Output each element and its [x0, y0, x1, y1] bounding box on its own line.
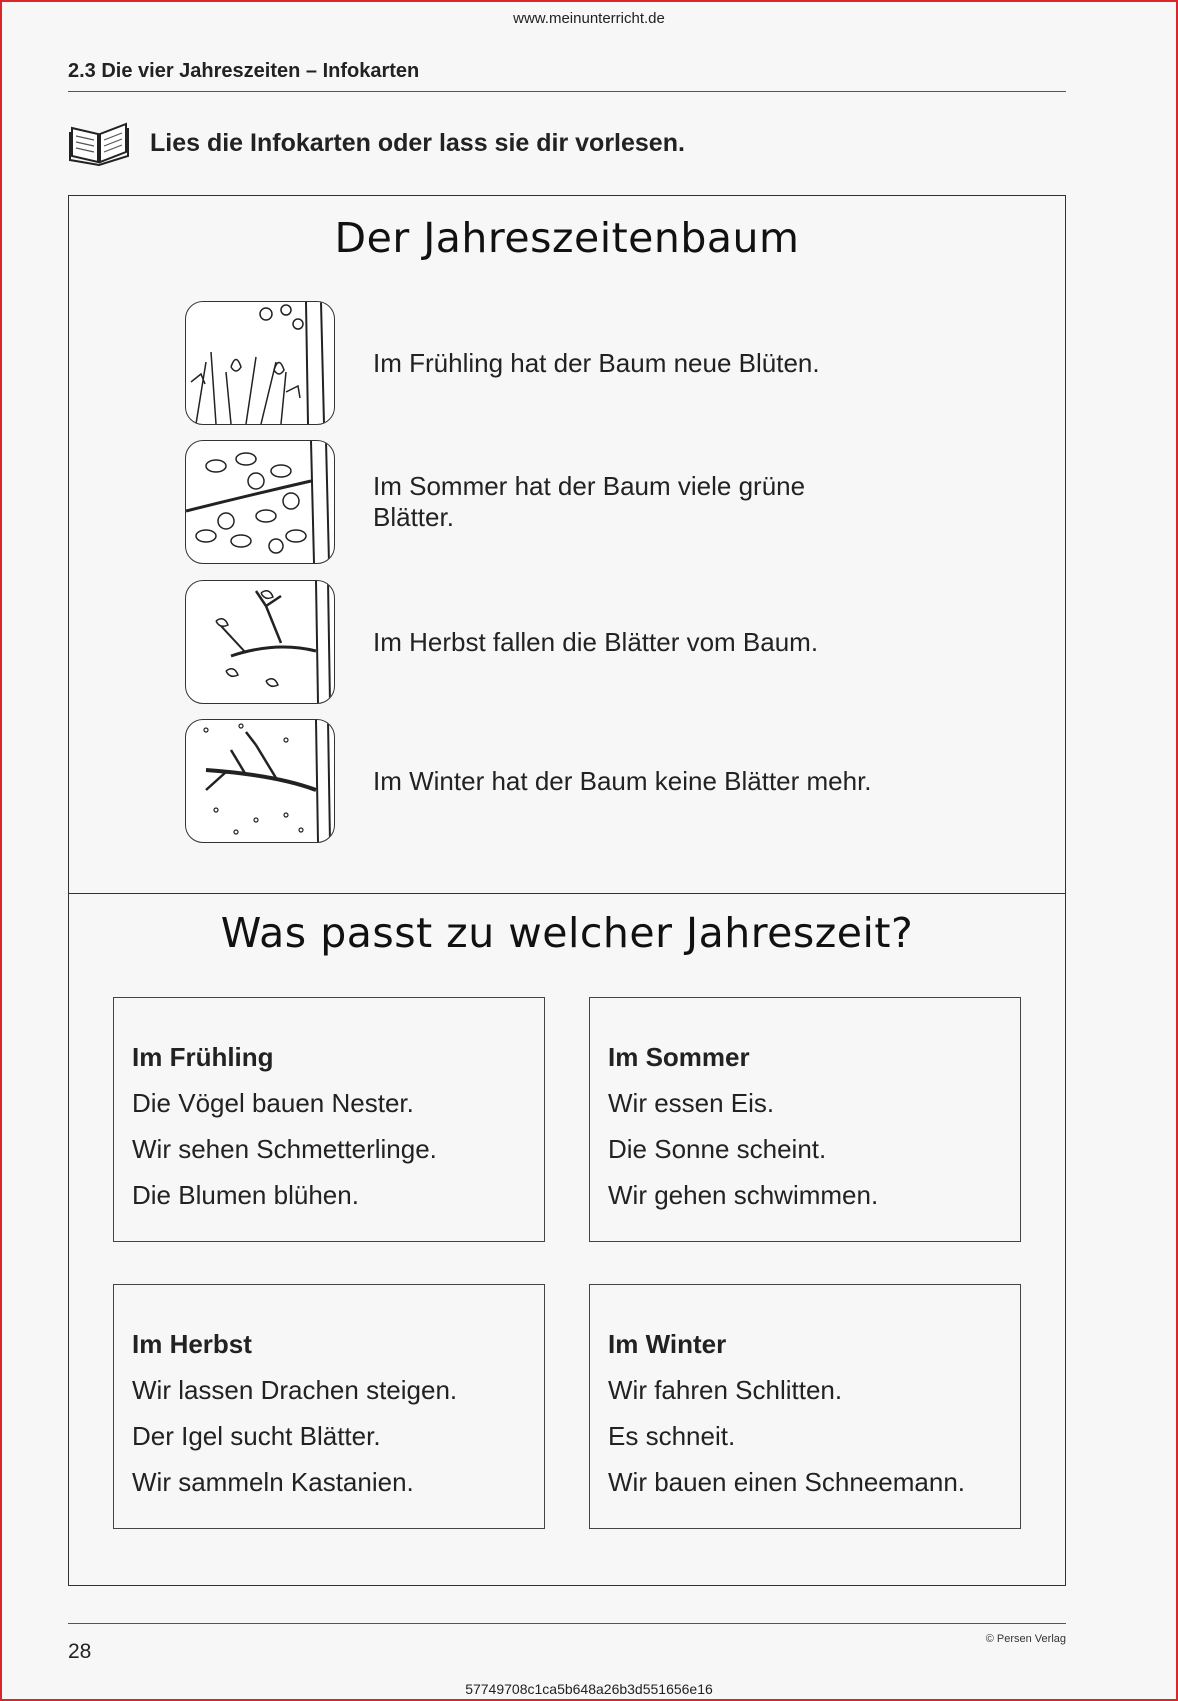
info-box-autumn [113, 1284, 545, 1529]
autumn-tree-icon [185, 580, 335, 704]
site-url: www.meinunterricht.de [513, 10, 665, 27]
info-box-title: Im Herbst [132, 1329, 252, 1359]
card2-title: Was passt zu welcher Jahreszeit? [220, 909, 914, 957]
winter-tree-icon [185, 719, 335, 843]
info-box-line: Es schneit. [608, 1421, 736, 1451]
season-row-autumn [185, 580, 885, 704]
summer-tree-icon [185, 440, 335, 564]
card1-title: Der Jahreszeitenbaum [334, 214, 800, 262]
season-text-summer: Im Sommer hat der Baum viele grüne Blätter. [373, 471, 806, 532]
season-text-autumn: Im Herbst fallen die Blätter vom Baum. [373, 626, 819, 657]
info-box-line: Wir bauen einen Schneemann. [608, 1467, 966, 1497]
season-text-winter: Im Winter hat der Baum keine Blätter mehr. [373, 765, 872, 796]
season-row-winter [185, 719, 885, 843]
info-box-line: Wir gehen schwimmen. [608, 1180, 879, 1210]
instruction-text: Lies die Infokarten oder lass sie dir vorlesen. [150, 128, 685, 157]
info-box-title: Im Frühling [132, 1042, 274, 1072]
page-number: 28 [68, 1640, 92, 1663]
season-row-spring [185, 301, 885, 425]
info-box-line: Wir sehen Schmetterlinge. [132, 1134, 437, 1164]
info-box-line: Wir essen Eis. [608, 1088, 775, 1118]
spring-tree-icon [185, 301, 335, 425]
info-box-line: Die Vögel bauen Nester. [132, 1088, 414, 1118]
card-divider [69, 893, 1065, 894]
info-box-line: Wir lassen Drachen steigen. [132, 1375, 458, 1405]
copyright: © Persen Verlag [985, 1633, 1066, 1645]
info-box-summer [589, 997, 1021, 1242]
season-row-summer [185, 440, 885, 564]
open-book-icon [68, 116, 130, 171]
info-box-line: Wir sammeln Kastanien. [132, 1467, 414, 1497]
season-text-spring: Im Frühling hat der Baum neue Blüten. [373, 347, 820, 378]
info-box-title: Im Winter [608, 1329, 727, 1359]
info-box-line: Wir fahren Schlitten. [608, 1375, 843, 1405]
info-cards-container [68, 195, 1066, 1586]
info-box-line: Der Igel sucht Blätter. [132, 1421, 381, 1451]
info-box-title: Im Sommer [608, 1042, 750, 1072]
info-box-line: Die Blumen blühen. [132, 1180, 359, 1210]
footer-divider [68, 1623, 1066, 1624]
info-box-winter [589, 1284, 1021, 1529]
info-box-spring [113, 997, 545, 1242]
info-box-line: Die Sonne scheint. [608, 1134, 827, 1164]
section-header: 2.3 Die vier Jahreszeiten – Infokarten [68, 60, 1066, 92]
instruction [68, 118, 685, 168]
document-id: 57749708c1ca5b648a26b3d551656e16 [465, 1681, 713, 1697]
